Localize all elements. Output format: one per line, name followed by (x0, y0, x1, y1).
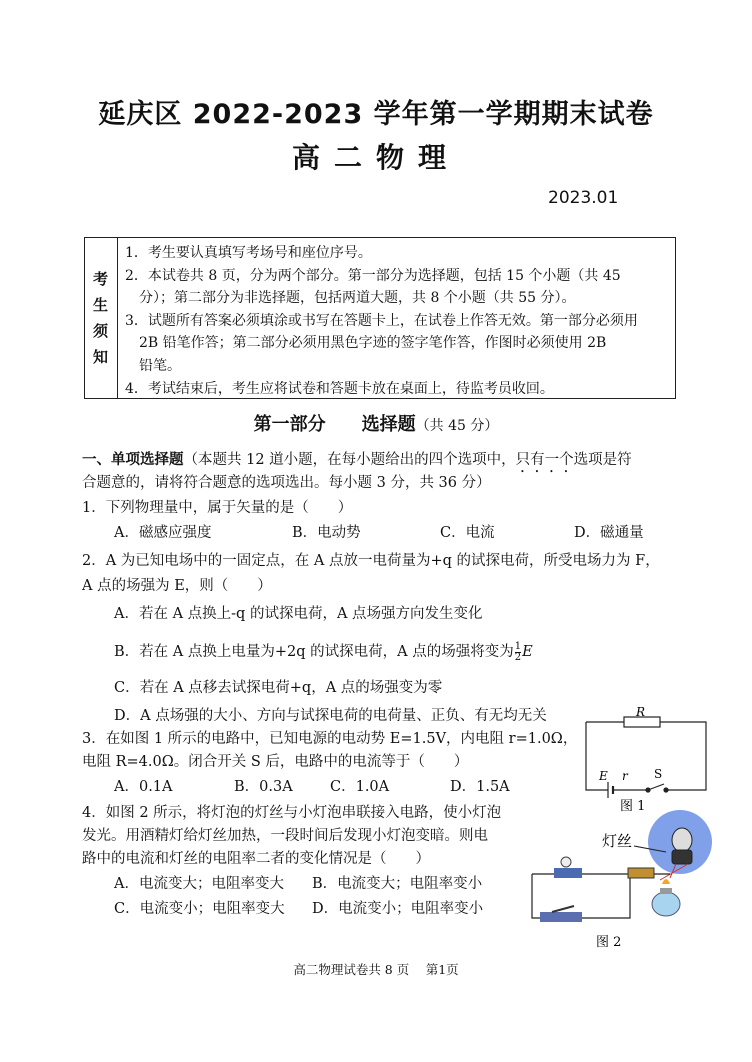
q3-stem-line1: 3．在如图 1 所示的电路中，已知电源的电动势 E=1.5V，内电阻 r=1.0Ω， (82, 731, 578, 747)
q4-option-b: B．电流变大；电阻率变小 (312, 876, 483, 892)
resistor-tube (628, 868, 654, 878)
section-title: 第一部分 选择题 (253, 414, 416, 435)
notice-label (85, 238, 118, 398)
notice-line: 铅笔。 (139, 357, 181, 374)
q2-option-b-text: B．若在 A 点换上电量为+2q 的试探电荷，A 点的场强将变为 (114, 644, 514, 660)
q1-option-a: A．磁感应强度 (114, 525, 212, 541)
part1-intro-b: 选项是符 (573, 452, 632, 468)
q1-option-b: B．电动势 (292, 525, 361, 541)
notice-label-char: 须 (93, 322, 109, 340)
q2-option-a: A．若在 A 点换上-q 的试探电荷，A 点场强方向发生变化 (114, 606, 483, 622)
q1-option-d: D．磁通量 (574, 525, 644, 541)
label-S: S (654, 767, 663, 781)
label-filament: 灯丝 (602, 832, 633, 850)
notice-text (125, 242, 670, 400)
notice-label-char: 考 (93, 270, 109, 288)
wire (660, 722, 706, 790)
notice-line: 3．试题所有答案必须填涂或书写在答题卡上，在试卷上作答无效。第一部分必须用 (125, 312, 638, 329)
notice-line: 2．本试卷共 8 页，分为两个部分。第一部分为选择题，包括 15 个小题（共 45 (125, 267, 621, 284)
q1-option-c: C．电流 (440, 525, 495, 541)
q2-option-b-fraction (515, 642, 521, 663)
switch-contact (664, 788, 668, 792)
part1-intro-a: （本题共 12 道小题，在每小题给出的四个选项中， (183, 452, 516, 468)
figure2-lamp-setup (520, 808, 732, 958)
figure1-circuit (576, 706, 726, 816)
q2-option-c: C．若在 A 点移去试探电荷+q，A 点的场强变为零 (114, 680, 443, 696)
q2-option-b-tail: E (522, 644, 533, 660)
part1-intro-line2: 合题意的，请将符合题意的选项选出。每小题 3 分，共 36 分） (82, 475, 491, 491)
section-heading (0, 410, 752, 436)
q1-stem: 1．下列物理量中，属于矢量的是（ ） (82, 500, 353, 516)
part1-intro-emphasis: 只有一个 (515, 452, 574, 468)
q2-option-d: D．A 点场强的大小、方向与试探电荷的电荷量、正负、有无均无关 (114, 708, 547, 724)
alcohol-lamp-icon (652, 879, 680, 916)
q4-option-d: D．电流变小；电阻率变小 (312, 901, 484, 917)
notice-line: 4．考试结束后，考生应将试卷和答题卡放在桌面上，待监考员收回。 (125, 380, 554, 397)
q4-option-a: A．电流变大；电阻率变大 (114, 876, 284, 892)
notice-line: 1．考生要认真填写考场号和座位序号。 (125, 245, 372, 261)
exam-title: 延庆区 2022-2023 学年第一学期期末试卷 (98, 99, 654, 130)
label-E: E (599, 769, 608, 783)
figure2-caption: 图 2 (596, 935, 622, 950)
part1-heading: 一、单项选择题 (82, 451, 184, 468)
exam-date: 2023.01 (548, 188, 619, 208)
q2-option-b (114, 640, 533, 663)
q2-stem-line2: A 点的场强为 E，则（ ） (82, 578, 272, 594)
notice-line: 分）；第二部分为非选择题，包括两道大题，共 8 个小题（共 55 分）。 (139, 290, 576, 307)
notice-label-char: 生 (93, 296, 109, 314)
q3-option-b: B．0.3A (234, 779, 293, 795)
q3-option-a: A．0.1A (114, 779, 173, 795)
label-R: R (636, 706, 646, 719)
q2-stem-line1: 2．A 为已知电场中的一固定点，在 A 点放一电荷量为+q 的试探电荷，所受电场力为 F， (82, 553, 660, 569)
small-bulb-icon (554, 857, 582, 878)
switch-icon (540, 906, 582, 922)
exam-subtitle: 高二物理 (291, 141, 460, 174)
q4-stem-line1: 4．如图 2 所示，将灯泡的灯丝与小灯泡串联接入电路，使小灯泡 (82, 805, 502, 821)
q3-option-d: D．1.5A (450, 779, 510, 795)
q4-option-c: C．电流变小；电阻率变大 (114, 901, 285, 917)
q4-stem-line3: 路中的电流和灯丝的电阻率二者的变化情况是（ ） (82, 851, 430, 867)
candidate-notice-box (84, 237, 676, 399)
figure1-caption: 图 1 (620, 799, 646, 814)
q3-option-c: C．1.0A (330, 779, 390, 795)
label-r: r (622, 769, 628, 783)
switch-lever (648, 784, 664, 790)
q4-stem-line2: 发光。用酒精灯给灯丝加热，一段时间后发现小灯泡变暗。则电 (82, 828, 488, 844)
fraction-numerator: 1 (514, 640, 522, 652)
q3-stem-line2: 电阻 R=4.0Ω。闭合开关 S 后，电路中的电流等于（ ） (82, 754, 469, 770)
fraction-denominator: 2 (514, 651, 522, 663)
page-footer: 高二物理试卷共 8 页 第1页 (293, 962, 459, 977)
section-points: （共 45 分） (415, 418, 499, 434)
notice-label-char: 知 (93, 348, 109, 366)
notice-line: 2B 铅笔作答；第二部分必须用黑色字迹的签字笔作答，作图时必须使用 2B (139, 335, 607, 352)
